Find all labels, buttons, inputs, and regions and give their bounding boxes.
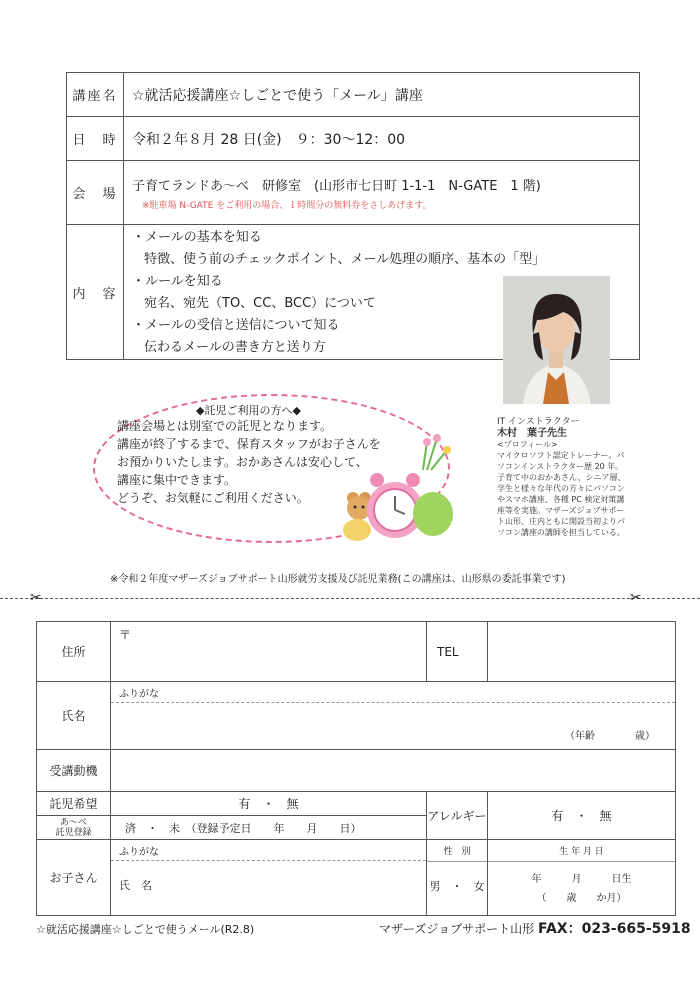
content-label: 内 容 [67, 225, 124, 360]
dob-field: 年 月 日生 [531, 874, 632, 885]
allergy-label: アレルギー [427, 792, 488, 840]
profile-heading: <プロフィール> [497, 440, 558, 449]
venue-label: 会 場 [67, 161, 124, 225]
childcare-wish-label: 託児希望 [37, 792, 111, 816]
childcare-line: 講座が終了するまで、保育スタッフがお子さんを [117, 437, 381, 451]
child-label: お子さん [37, 840, 111, 916]
name-field[interactable] [111, 682, 676, 750]
sex-cell[interactable] [427, 840, 488, 916]
datetime-label: 日 時 [67, 117, 124, 161]
content-line: 伝わるメールの書き方と送り方 [144, 340, 326, 355]
content-line: ・ルールを知る [132, 274, 223, 289]
footer-fax: FAX：023-665-5918 [538, 921, 691, 937]
abe-reg-line: 託児登録 [55, 827, 92, 838]
scissors-icon: ✂ [630, 590, 642, 606]
age-field: （年齢 歳） [565, 731, 655, 742]
parking-note: ※駐車場 N-GATE をご利用の場合、１時間分の無料券をさしあげます。 [142, 200, 432, 211]
registration-status[interactable]: 済 ・ 未 （登録予定日 年 月 日） [111, 816, 427, 840]
tel-field[interactable] [488, 622, 676, 682]
childcare-line: 講座に集中できます。 [117, 473, 237, 487]
content-line: ・メールの受信と送信について知る [132, 318, 340, 333]
child-name-field[interactable] [111, 840, 427, 916]
footer-contact [379, 918, 691, 938]
footer-org: マザーズジョブサポート山形 [379, 922, 535, 936]
instructor-name: 木村 葉子先生 [497, 428, 567, 439]
cut-line [0, 598, 700, 599]
abe-reg-line: あ～べ [59, 817, 87, 828]
dob-cell[interactable] [488, 840, 676, 916]
instructor-photo [503, 276, 610, 404]
sex-choice: 男 ・ 女 [429, 880, 485, 893]
scissors-icon: ✂ [30, 590, 42, 606]
instructor-title: IT インストラクター [497, 417, 580, 427]
childcare-wish-choice[interactable]: 有 ・ 無 [111, 792, 427, 816]
content-line: 宛名、宛先（TO、CC、BCC）について [144, 296, 376, 311]
application-form [36, 621, 676, 916]
child-furigana: ふりがな [111, 840, 426, 861]
venue-value: 子育てランドあ～べ 研修室 (山形市七日町 1-1-1 N-GATE 1 階) [132, 178, 541, 194]
postal-mark: 〒 [119, 628, 132, 642]
motive-label: 受講動機 [37, 750, 111, 792]
footer-course: ☆就活応援講座☆しごとで使うメール(R2.8) [36, 923, 255, 936]
profile-text: マイクロソフト認定トレーナー。パソコンインストラクター歴 20 年。子育て中のおかあさん、シニア層、学生と様々な年代の方々にパソコンやスマホ講座、各種 PC 検定対策講座等を実施。マザーズジョブサポート山形、庄内ともに開設当初よりパソコン講座の講師を担当している。 [497, 451, 626, 537]
course-name-label: 講座名 [67, 73, 124, 117]
datetime-value: 令和２年８月 28 日(金) ９：30～12：00 [124, 117, 640, 161]
childcare-line: 講座会場とは別室での託児となります。 [117, 419, 333, 433]
footnote: ※令和２年度マザーズジョブサポート山形就労支援及び託児業務(この講座は、山形県の委託事業です) [110, 574, 566, 585]
childcare-line: どうぞ、お気軽にご利用ください。 [117, 491, 309, 505]
child-name-label: 氏 名 [119, 879, 152, 892]
instructor-bio [497, 417, 627, 538]
childcare-line: お預かりいたします。おかあさんは安心して、 [117, 455, 368, 469]
abe-registration-label [37, 816, 111, 840]
tel-label: TEL [427, 622, 488, 682]
dob-label: 生 年 月 日 [488, 840, 675, 862]
address-field[interactable] [111, 622, 427, 682]
childcare-heading: ◆託児ご利用の方へ◆ [196, 404, 301, 417]
course-name: ☆就活応援講座☆しごとで使う「メール」講座 [124, 73, 640, 117]
allergy-choice[interactable]: 有 ・ 無 [488, 792, 676, 840]
name-furigana: ふりがな [111, 682, 675, 703]
name-label: 氏名 [37, 682, 111, 750]
childcare-illustration [335, 432, 455, 542]
child-age-field: （ 歳 か月） [536, 893, 627, 904]
address-label: 住所 [37, 622, 111, 682]
content-line: ・メールの基本を知る [132, 230, 262, 245]
sex-label: 性 別 [427, 840, 487, 862]
motive-field[interactable] [111, 750, 676, 792]
content-line: 特徴、使う前のチェックポイント、メール処理の順序、基本の「型」 [144, 252, 546, 267]
